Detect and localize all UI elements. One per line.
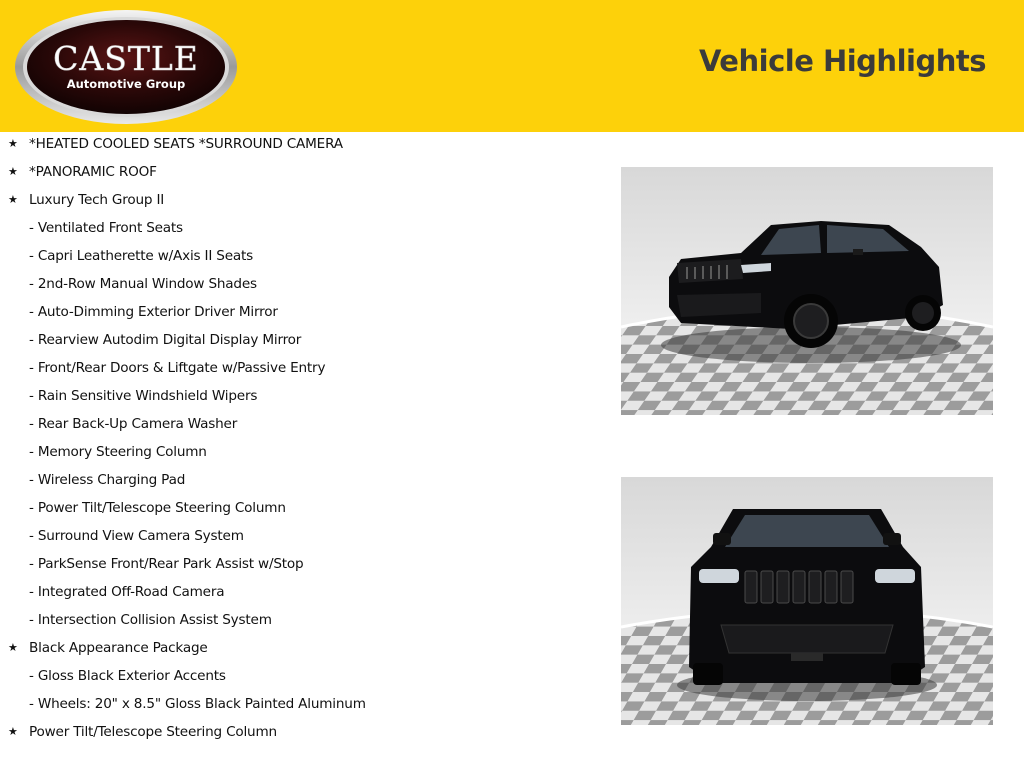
feature-text: - Auto-Dimming Exterior Driver Mirror bbox=[29, 304, 278, 320]
feature-text: - Wireless Charging Pad bbox=[29, 472, 186, 488]
feature-text: - Rearview Autodim Digital Display Mirror bbox=[29, 332, 302, 348]
feature-subitem bbox=[0, 357, 600, 385]
feature-subitem bbox=[0, 413, 600, 441]
feature-subitem bbox=[0, 245, 600, 273]
feature-item bbox=[0, 637, 600, 665]
feature-text: - Intersection Collision Assist System bbox=[29, 612, 272, 628]
vehicle-photo-front-three-quarter bbox=[621, 167, 993, 415]
feature-subitem bbox=[0, 441, 600, 469]
feature-text: - ParkSense Front/Rear Park Assist w/Stop bbox=[29, 556, 304, 572]
feature-list bbox=[0, 133, 600, 749]
castle-logo-graphic bbox=[14, 8, 238, 126]
feature-subitem bbox=[0, 553, 600, 581]
feature-item bbox=[0, 133, 600, 161]
castle-logo bbox=[14, 8, 238, 126]
feature-item bbox=[0, 721, 600, 749]
star-bullet-icon: ★ bbox=[8, 193, 18, 206]
feature-subitem bbox=[0, 329, 600, 357]
feature-subitem bbox=[0, 693, 600, 721]
header-banner bbox=[0, 0, 1024, 132]
feature-text: - 2nd-Row Manual Window Shades bbox=[29, 276, 257, 292]
feature-subitem bbox=[0, 273, 600, 301]
feature-subitem bbox=[0, 609, 600, 637]
feature-subitem bbox=[0, 581, 600, 609]
vehicle-photo-front bbox=[621, 477, 993, 725]
feature-text: - Memory Steering Column bbox=[29, 444, 207, 460]
star-bullet-icon: ★ bbox=[8, 137, 18, 150]
feature-text: - Rear Back-Up Camera Washer bbox=[29, 416, 238, 432]
feature-subitem bbox=[0, 469, 600, 497]
feature-text: - Gloss Black Exterior Accents bbox=[29, 668, 226, 684]
star-bullet-icon: ★ bbox=[8, 165, 18, 178]
feature-text: Power Tilt/Telescope Steering Column bbox=[29, 724, 277, 740]
feature-subitem bbox=[0, 301, 600, 329]
star-bullet-icon: ★ bbox=[8, 725, 18, 738]
logo-tagline: Automotive Group bbox=[66, 77, 186, 91]
feature-subitem bbox=[0, 385, 600, 413]
feature-text: - Rain Sensitive Windshield Wipers bbox=[29, 388, 258, 404]
feature-text: Black Appearance Package bbox=[29, 640, 208, 656]
feature-subitem bbox=[0, 497, 600, 525]
feature-text: - Ventilated Front Seats bbox=[29, 220, 183, 236]
feature-item bbox=[0, 161, 600, 189]
feature-text: - Power Tilt/Telescope Steering Column bbox=[29, 500, 286, 516]
logo-name: CASTLE bbox=[53, 39, 199, 78]
feature-subitem bbox=[0, 665, 600, 693]
feature-text: - Wheels: 20" x 8.5" Gloss Black Painted Aluminum bbox=[29, 696, 366, 712]
feature-text: - Integrated Off-Road Camera bbox=[29, 584, 225, 600]
feature-text: Luxury Tech Group II bbox=[29, 192, 165, 208]
feature-text: *PANORAMIC ROOF bbox=[29, 164, 157, 180]
feature-text: - Front/Rear Doors & Liftgate w/Passive Entry bbox=[29, 360, 326, 376]
page-title: Vehicle Highlights bbox=[698, 44, 986, 78]
feature-text: - Capri Leatherette w/Axis II Seats bbox=[29, 248, 253, 264]
feature-subitem bbox=[0, 217, 600, 245]
star-bullet-icon: ★ bbox=[8, 641, 18, 654]
feature-subitem bbox=[0, 525, 600, 553]
feature-text: *HEATED COOLED SEATS *SURROUND CAMERA bbox=[29, 136, 343, 152]
feature-text: - Surround View Camera System bbox=[29, 528, 244, 544]
feature-item bbox=[0, 189, 600, 217]
